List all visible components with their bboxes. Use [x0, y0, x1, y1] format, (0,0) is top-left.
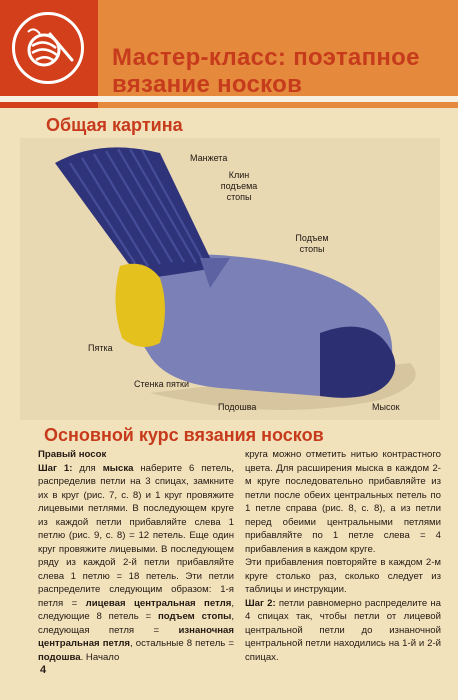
paragraph-step1: Шаг 1: для мыска наберите 6 петель, распределив петли на 3 спицах, замкните их в круг (рис. 7, с. 8) и 1 круг провяжите лицевыми петлями. В последующем круге из каждой петли прибавляйте слева 1 петлю (рис. 9, с. 8) = 12 петель. Еще один круг провяжите лицевыми. В последующем ряду из каждой 2-й петли прибавляйте слева 1 петлю = 18 петель. Эти петли распределите следующим образом: 1-я петля = лицевая центральная петля, следующие 8 петель = подъем стопы, следующая петля = изнаночная центральная петля, остальные 8 петель = подошва. Начало: [38, 462, 235, 663]
section-heading-course: Основной курс вязания носков: [44, 425, 324, 445]
label-sole: Подошва: [218, 402, 257, 412]
page-number: 4: [40, 664, 47, 676]
label-instep: Подъем стопы: [295, 233, 329, 254]
label-heel-wall: Стенка пятки: [134, 379, 189, 389]
subheading-right-sock: Правый носок: [38, 449, 107, 460]
paragraph-step2: Шаг 2: петли равномерно распределите на 4 спицах так, чтобы петли от лицевой центральной петли до изнаночной центральной петли находились на 1-й и 2-й спицах.: [245, 597, 441, 663]
text-column-right: [245, 448, 441, 664]
label-heel: Пятка: [88, 343, 113, 353]
paragraph-continuation: круга можно отметить нитью контрастного цвета. Для расширения мыска в каждом 2-м круге последовательно прибавляйте из петли после обеих центральных петель по 1 петле справа (рис. 8, с. 8), а из петли перед обеими центральными петлями прибавляйте по 1 петле слева = 4 прибавления в каждом круге.: [245, 449, 441, 555]
paragraph-repeat: Эти прибавления повторяйте в каждом 2-м круге столько раз, сколько следует из таблицы и инструкции.: [245, 557, 441, 595]
page-title: Мастер-класс: поэтапное вязание носков: [112, 44, 420, 98]
label-gusset: Клин подъема стопы: [220, 170, 258, 202]
label-toe: Мысок: [372, 402, 400, 412]
section-heading-overview: Общая картина: [46, 115, 183, 135]
label-cuff: Манжета: [190, 153, 228, 163]
yarn-ball-needle-icon: [12, 12, 84, 84]
text-column-left: [38, 448, 234, 664]
